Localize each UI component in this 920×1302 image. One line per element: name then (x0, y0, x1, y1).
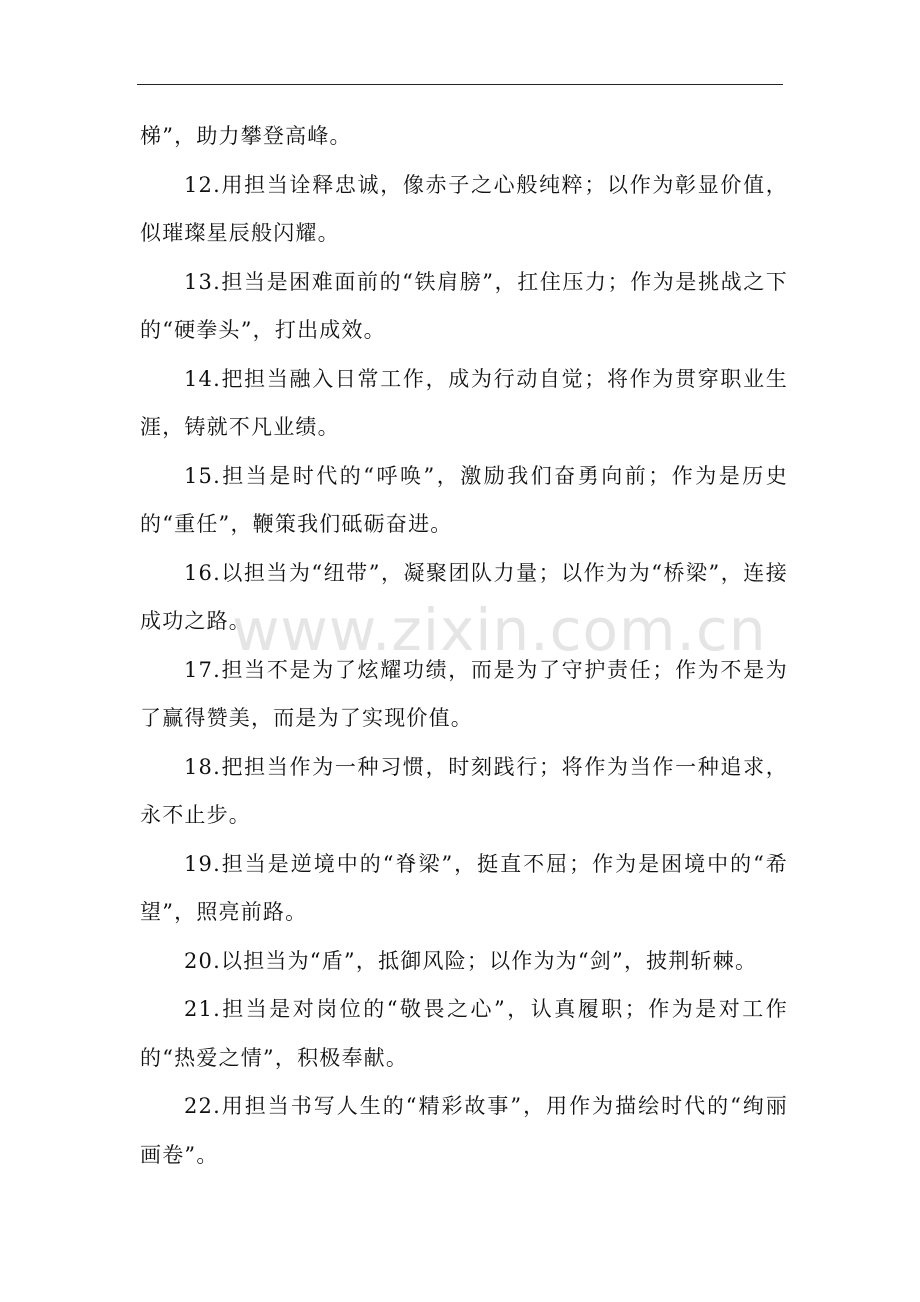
paragraph-17: 17.担当不是为了炫耀功绩，而是为了守护责任；作为不是为了赢得赞美，而是为了实现价值。 (140, 657, 788, 730)
paragraph-14: 14.把担当融入日常工作，成为行动自觉；将作为贯穿职业生涯，铸就不凡业绩。 (140, 366, 788, 439)
paragraph-18: 18.把担当作为一种习惯，时刻践行；将作为当作一种追求，永不止步。 (140, 754, 788, 827)
paragraph-19: 19.担当是逆境中的“脊梁”，挺直不屈；作为是困境中的“希望”，照亮前路。 (140, 851, 788, 924)
paragraph-continuation: 梯”，助力攀登高峰。 (140, 124, 352, 148)
watermark: www.zixin.com.cn (232, 596, 767, 664)
header-rule (137, 84, 783, 85)
paragraph-13: 13.担当是困难面前的“铁肩膀”，扛住压力；作为是挑战之下的“硬拳头”，打出成效。 (140, 269, 788, 342)
paragraph-12: 12.用担当诠释忠诚，像赤子之心般纯粹；以作为彰显价值，似璀璨星辰般闪耀。 (140, 172, 788, 245)
paragraph-16: 16.以担当为“纽带”，凝聚团队力量；以作为为“桥梁”，连接成功之路。 (140, 560, 788, 633)
paragraph-20: 20.以担当为“盾”，抵御风险；以作为为“剑”，披荆斩棘。 (184, 948, 758, 973)
paragraph-22: 22.用担当书写人生的“精彩故事”，用作为描绘时代的“绚丽画卷”。 (140, 1094, 788, 1167)
paragraph-21: 21.担当是对岗位的“敬畏之心”，认真履职；作为是对工作的“热爱之情”，积极奉献。 (140, 997, 788, 1070)
paragraph-15: 15.担当是时代的“呼唤”，激励我们奋勇向前；作为是历史的“重任”，鞭策我们砥砺奋进。 (140, 463, 788, 536)
